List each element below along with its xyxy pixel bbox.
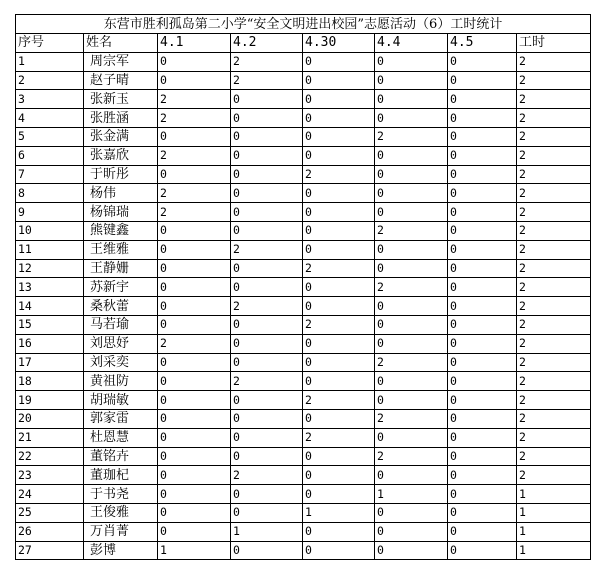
cell-hours[interactable]: 2 [517, 184, 591, 203]
cell-4-5[interactable]: 0 [448, 240, 517, 259]
cell-4-5[interactable]: 0 [448, 221, 517, 240]
cell-4-4[interactable]: 0 [375, 90, 448, 109]
cell-name[interactable]: 张新玉 [84, 90, 158, 109]
cell-hours[interactable]: 1 [517, 541, 591, 560]
cell-index[interactable]: 22 [16, 447, 84, 466]
cell-4-30[interactable]: 0 [303, 297, 375, 316]
cell-hours[interactable]: 2 [517, 353, 591, 372]
cell-4-4[interactable]: 0 [375, 146, 448, 165]
cell-4-4[interactable]: 0 [375, 109, 448, 128]
cell-4-30[interactable]: 0 [303, 409, 375, 428]
cell-4-4[interactable]: 0 [375, 71, 448, 90]
cell-name[interactable]: 张金满 [84, 127, 158, 146]
cell-4-30[interactable]: 0 [303, 240, 375, 259]
cell-4-30[interactable]: 0 [303, 71, 375, 90]
cell-4-30[interactable]: 0 [303, 541, 375, 560]
cell-name[interactable]: 马若瑜 [84, 315, 158, 334]
cell-4-5[interactable]: 0 [448, 334, 517, 353]
cell-4-1[interactable]: 0 [158, 315, 231, 334]
cell-hours[interactable]: 2 [517, 372, 591, 391]
table-row [16, 203, 591, 222]
cell-4-30[interactable]: 0 [303, 127, 375, 146]
cell-hours[interactable]: 1 [517, 503, 591, 522]
cell-4-30[interactable]: 2 [303, 259, 375, 278]
cell-index[interactable]: 23 [16, 466, 84, 485]
table-row [16, 447, 591, 466]
table-row [16, 221, 591, 240]
cell-4-2[interactable]: 2 [231, 52, 303, 71]
cell-4-2[interactable]: 0 [231, 353, 303, 372]
cell-4-5[interactable]: 0 [448, 184, 517, 203]
cell-4-5[interactable]: 0 [448, 428, 517, 447]
cell-4-4[interactable]: 0 [375, 522, 448, 541]
cell-4-30[interactable]: 0 [303, 52, 375, 71]
cell-name[interactable]: 桑秋蕾 [84, 297, 158, 316]
cell-4-4[interactable]: 0 [375, 52, 448, 71]
cell-4-4[interactable]: 1 [375, 485, 448, 504]
cell-hours[interactable]: 2 [517, 297, 591, 316]
cell-4-2[interactable]: 0 [231, 165, 303, 184]
cell-4-1[interactable]: 0 [158, 503, 231, 522]
cell-4-4[interactable]: 0 [375, 372, 448, 391]
cell-index[interactable]: 15 [16, 315, 84, 334]
cell-4-1[interactable]: 0 [158, 485, 231, 504]
cell-4-30[interactable]: 0 [303, 109, 375, 128]
cell-4-2[interactable]: 0 [231, 334, 303, 353]
header-cell-date-4-2[interactable]: 4.2 [231, 34, 303, 53]
cell-4-5[interactable]: 0 [448, 485, 517, 504]
cell-4-1[interactable]: 0 [158, 409, 231, 428]
cell-4-30[interactable]: 0 [303, 221, 375, 240]
cell-4-30[interactable]: 0 [303, 184, 375, 203]
cell-4-2[interactable]: 0 [231, 541, 303, 560]
cell-4-2[interactable]: 0 [231, 146, 303, 165]
cell-4-4[interactable]: 2 [375, 278, 448, 297]
header-cell-date-4-4[interactable]: 4.4 [375, 34, 448, 53]
cell-4-5[interactable]: 0 [448, 278, 517, 297]
table-row [16, 52, 591, 71]
cell-4-30[interactable]: 2 [303, 315, 375, 334]
table-row [16, 297, 591, 316]
cell-4-4[interactable]: 0 [375, 203, 448, 222]
cell-4-5[interactable]: 0 [448, 90, 517, 109]
header-cell-index[interactable]: 序号 [16, 34, 84, 53]
table-row [16, 165, 591, 184]
cell-4-30[interactable]: 2 [303, 428, 375, 447]
cell-4-2[interactable]: 0 [231, 259, 303, 278]
cell-4-4[interactable]: 2 [375, 353, 448, 372]
cell-hours[interactable]: 1 [517, 522, 591, 541]
cell-index[interactable]: 20 [16, 409, 84, 428]
table-row [16, 71, 591, 90]
cell-4-2[interactable]: 0 [231, 90, 303, 109]
cell-4-5[interactable]: 0 [448, 297, 517, 316]
cell-name[interactable]: 张胜涵 [84, 109, 158, 128]
cell-index[interactable]: 14 [16, 297, 84, 316]
cell-name[interactable]: 王俊雅 [84, 503, 158, 522]
cell-index[interactable]: 18 [16, 372, 84, 391]
cell-4-1[interactable]: 2 [158, 334, 231, 353]
cell-4-5[interactable]: 0 [448, 146, 517, 165]
cell-4-30[interactable]: 0 [303, 90, 375, 109]
cell-hours[interactable]: 1 [517, 485, 591, 504]
cell-index[interactable]: 13 [16, 278, 84, 297]
cell-4-4[interactable]: 0 [375, 240, 448, 259]
cell-index[interactable]: 26 [16, 522, 84, 541]
table-row [16, 428, 591, 447]
cell-4-30[interactable]: 0 [303, 466, 375, 485]
cell-4-4[interactable]: 0 [375, 259, 448, 278]
cell-index[interactable]: 12 [16, 259, 84, 278]
cell-4-5[interactable]: 0 [448, 447, 517, 466]
cell-4-5[interactable]: 0 [448, 109, 517, 128]
cell-name[interactable]: 熊键鑫 [84, 221, 158, 240]
sheet-title[interactable]: 东营市胜利孤岛第二小学“安全文明进出校园”志愿活动（6）工时统计 [16, 15, 591, 34]
cell-4-2[interactable]: 0 [231, 109, 303, 128]
table-row [16, 353, 591, 372]
cell-4-4[interactable]: 0 [375, 165, 448, 184]
cell-4-4[interactable]: 2 [375, 409, 448, 428]
cell-4-2[interactable]: 0 [231, 127, 303, 146]
table-row [16, 90, 591, 109]
cell-4-1[interactable]: 0 [158, 165, 231, 184]
cell-name[interactable]: 杨伟 [84, 184, 158, 203]
cell-4-1[interactable]: 2 [158, 90, 231, 109]
cell-4-1[interactable]: 0 [158, 71, 231, 90]
cell-4-2[interactable]: 0 [231, 221, 303, 240]
table-row [16, 372, 591, 391]
cell-4-2[interactable]: 1 [231, 522, 303, 541]
cell-name[interactable]: 于书尧 [84, 485, 158, 504]
cell-4-5[interactable]: 0 [448, 391, 517, 410]
cell-index[interactable]: 25 [16, 503, 84, 522]
table-row [16, 485, 591, 504]
cell-4-2[interactable]: 0 [231, 503, 303, 522]
cell-4-30[interactable]: 0 [303, 447, 375, 466]
cell-4-30[interactable]: 2 [303, 391, 375, 410]
cell-4-2[interactable]: 0 [231, 485, 303, 504]
cell-index[interactable]: 21 [16, 428, 84, 447]
table-row [16, 391, 591, 410]
table-row [16, 409, 591, 428]
cell-4-1[interactable]: 0 [158, 259, 231, 278]
cell-name[interactable]: 刘思妤 [84, 334, 158, 353]
table-row [16, 278, 591, 297]
cell-index[interactable]: 6 [16, 146, 84, 165]
cell-4-5[interactable]: 0 [448, 503, 517, 522]
cell-hours[interactable]: 2 [517, 146, 591, 165]
cell-4-5[interactable]: 0 [448, 353, 517, 372]
cell-index[interactable]: 10 [16, 221, 84, 240]
cell-4-2[interactable]: 2 [231, 71, 303, 90]
cell-4-1[interactable]: 2 [158, 146, 231, 165]
cell-name[interactable]: 郭家雷 [84, 409, 158, 428]
cell-4-4[interactable]: 0 [375, 184, 448, 203]
cell-index[interactable]: 1 [16, 52, 84, 71]
cell-name[interactable]: 黄祖防 [84, 372, 158, 391]
cell-name[interactable]: 胡瑞敏 [84, 391, 158, 410]
cell-4-30[interactable]: 2 [303, 165, 375, 184]
hours-table [15, 14, 591, 560]
cell-4-30[interactable]: 0 [303, 522, 375, 541]
cell-hours[interactable]: 2 [517, 90, 591, 109]
table-row [16, 184, 591, 203]
cell-index[interactable]: 11 [16, 240, 84, 259]
cell-name[interactable]: 苏新宇 [84, 278, 158, 297]
table-row [16, 541, 591, 560]
cell-hours[interactable]: 2 [517, 203, 591, 222]
cell-4-1[interactable]: 0 [158, 353, 231, 372]
cell-4-2[interactable]: 0 [231, 203, 303, 222]
cell-4-2[interactable]: 0 [231, 278, 303, 297]
header-cell-name[interactable]: 姓名 [84, 34, 158, 53]
cell-4-2[interactable]: 2 [231, 297, 303, 316]
table-row [16, 146, 591, 165]
cell-name[interactable]: 杨锦瑞 [84, 203, 158, 222]
cell-hours[interactable]: 2 [517, 391, 591, 410]
cell-index[interactable]: 3 [16, 90, 84, 109]
cell-4-2[interactable]: 0 [231, 391, 303, 410]
cell-hours[interactable]: 2 [517, 428, 591, 447]
cell-hours[interactable]: 2 [517, 127, 591, 146]
table-row [16, 466, 591, 485]
cell-4-1[interactable]: 0 [158, 391, 231, 410]
cell-4-30[interactable]: 1 [303, 503, 375, 522]
cell-hours[interactable]: 2 [517, 109, 591, 128]
cell-4-2[interactable]: 2 [231, 372, 303, 391]
cell-4-2[interactable]: 0 [231, 184, 303, 203]
table-row [16, 240, 591, 259]
worksheet [15, 14, 590, 560]
cell-4-30[interactable]: 0 [303, 203, 375, 222]
cell-name[interactable]: 张嘉欣 [84, 146, 158, 165]
cell-index[interactable]: 8 [16, 184, 84, 203]
cell-hours[interactable]: 2 [517, 278, 591, 297]
cell-name[interactable]: 杜恩慧 [84, 428, 158, 447]
cell-4-2[interactable]: 0 [231, 409, 303, 428]
cell-index[interactable]: 24 [16, 485, 84, 504]
cell-4-1[interactable]: 2 [158, 184, 231, 203]
cell-4-30[interactable]: 0 [303, 353, 375, 372]
cell-4-5[interactable]: 0 [448, 52, 517, 71]
header-cell-date-4-1[interactable]: 4.1 [158, 34, 231, 53]
cell-4-5[interactable]: 0 [448, 541, 517, 560]
cell-4-5[interactable]: 0 [448, 127, 517, 146]
cell-4-4[interactable]: 0 [375, 334, 448, 353]
cell-4-30[interactable]: 0 [303, 146, 375, 165]
cell-index[interactable]: 17 [16, 353, 84, 372]
header-cell-date-4-30[interactable]: 4.30 [303, 34, 375, 53]
cell-4-1[interactable]: 1 [158, 541, 231, 560]
cell-index[interactable]: 16 [16, 334, 84, 353]
cell-4-5[interactable]: 0 [448, 71, 517, 90]
header-cell-hours[interactable]: 工时 [517, 34, 591, 53]
header-cell-date-4-5[interactable]: 4.5 [448, 34, 517, 53]
cell-name[interactable]: 周宗军 [84, 52, 158, 71]
cell-4-2[interactable]: 0 [231, 315, 303, 334]
cell-4-4[interactable]: 0 [375, 297, 448, 316]
cell-4-5[interactable]: 0 [448, 315, 517, 334]
cell-4-5[interactable]: 0 [448, 203, 517, 222]
cell-4-4[interactable]: 0 [375, 503, 448, 522]
cell-4-4[interactable]: 2 [375, 127, 448, 146]
cell-4-1[interactable]: 0 [158, 372, 231, 391]
cell-index[interactable]: 9 [16, 203, 84, 222]
cell-4-4[interactable]: 0 [375, 541, 448, 560]
cell-name[interactable]: 于昕彤 [84, 165, 158, 184]
cell-4-1[interactable]: 0 [158, 428, 231, 447]
cell-4-1[interactable]: 0 [158, 447, 231, 466]
cell-4-1[interactable]: 0 [158, 52, 231, 71]
cell-4-30[interactable]: 0 [303, 372, 375, 391]
cell-4-1[interactable]: 0 [158, 278, 231, 297]
cell-4-4[interactable]: 2 [375, 447, 448, 466]
table-row [16, 127, 591, 146]
cell-index[interactable]: 7 [16, 165, 84, 184]
cell-4-5[interactable]: 0 [448, 259, 517, 278]
cell-4-5[interactable]: 0 [448, 165, 517, 184]
cell-4-4[interactable]: 0 [375, 466, 448, 485]
cell-name[interactable]: 刘采奕 [84, 353, 158, 372]
cell-4-1[interactable]: 0 [158, 466, 231, 485]
cell-4-1[interactable]: 0 [158, 221, 231, 240]
cell-hours[interactable]: 2 [517, 165, 591, 184]
table-row [16, 334, 591, 353]
cell-index[interactable]: 5 [16, 127, 84, 146]
cell-4-30[interactable]: 0 [303, 278, 375, 297]
cell-name[interactable]: 王静姗 [84, 259, 158, 278]
header-row [16, 34, 591, 53]
table-row [16, 315, 591, 334]
cell-4-5[interactable]: 0 [448, 522, 517, 541]
cell-4-2[interactable]: 0 [231, 447, 303, 466]
cell-4-1[interactable]: 0 [158, 240, 231, 259]
cell-4-2[interactable]: 0 [231, 428, 303, 447]
cell-4-2[interactable]: 2 [231, 466, 303, 485]
cell-4-5[interactable]: 0 [448, 466, 517, 485]
cell-name[interactable]: 王维雅 [84, 240, 158, 259]
cell-index[interactable]: 2 [16, 71, 84, 90]
cell-4-4[interactable]: 0 [375, 428, 448, 447]
cell-4-30[interactable]: 0 [303, 485, 375, 504]
table-row [16, 259, 591, 278]
cell-hours[interactable]: 2 [517, 315, 591, 334]
cell-hours[interactable]: 2 [517, 221, 591, 240]
cell-4-30[interactable]: 0 [303, 334, 375, 353]
cell-hours[interactable]: 2 [517, 240, 591, 259]
cell-4-2[interactable]: 2 [231, 240, 303, 259]
cell-name[interactable]: 董铭卉 [84, 447, 158, 466]
cell-4-4[interactable]: 2 [375, 221, 448, 240]
cell-name[interactable]: 赵子晴 [84, 71, 158, 90]
cell-4-4[interactable]: 0 [375, 391, 448, 410]
cell-hours[interactable]: 2 [517, 334, 591, 353]
cell-name[interactable]: 彭博 [84, 541, 158, 560]
cell-name[interactable]: 董珈杞 [84, 466, 158, 485]
cell-4-5[interactable]: 0 [448, 372, 517, 391]
cell-hours[interactable]: 2 [517, 52, 591, 71]
cell-index[interactable]: 4 [16, 109, 84, 128]
cell-hours[interactable]: 2 [517, 259, 591, 278]
table-row [16, 522, 591, 541]
cell-hours[interactable]: 2 [517, 447, 591, 466]
cell-index[interactable]: 27 [16, 541, 84, 560]
cell-4-1[interactable]: 2 [158, 203, 231, 222]
table-row [16, 503, 591, 522]
cell-4-1[interactable]: 0 [158, 127, 231, 146]
cell-4-1[interactable]: 0 [158, 297, 231, 316]
cell-4-1[interactable]: 0 [158, 522, 231, 541]
cell-4-4[interactable]: 0 [375, 315, 448, 334]
cell-4-5[interactable]: 0 [448, 409, 517, 428]
cell-4-1[interactable]: 2 [158, 109, 231, 128]
cell-hours[interactable]: 2 [517, 71, 591, 90]
cell-index[interactable]: 19 [16, 391, 84, 410]
cell-hours[interactable]: 2 [517, 466, 591, 485]
table-row [16, 109, 591, 128]
cell-hours[interactable]: 2 [517, 409, 591, 428]
cell-name[interactable]: 万肖菁 [84, 522, 158, 541]
